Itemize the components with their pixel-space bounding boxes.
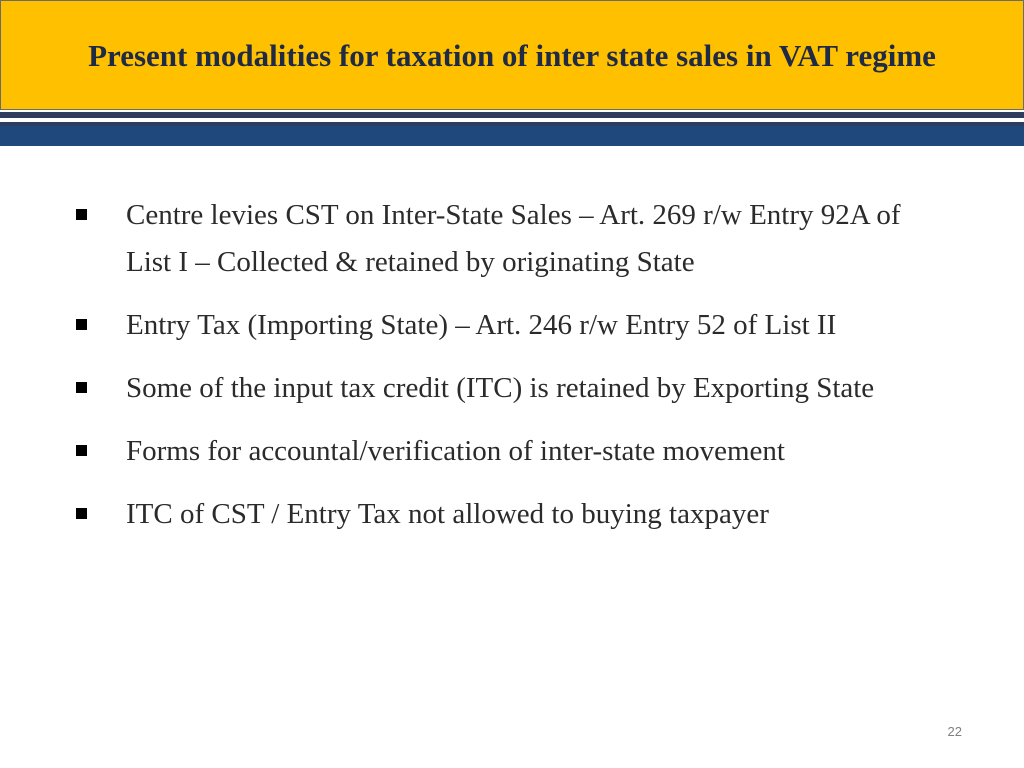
bullet-item bbox=[70, 491, 930, 538]
square-bullet-icon bbox=[76, 445, 87, 456]
bullet-text: Entry Tax (Importing State) – Art. 246 r/w Entry 52 of List II bbox=[126, 309, 837, 341]
square-bullet-icon bbox=[76, 382, 87, 393]
bullet-list bbox=[70, 192, 930, 554]
slide-title: Present modalities for taxation of inter state sales in VAT regime bbox=[88, 37, 936, 73]
bullet-item bbox=[70, 302, 930, 349]
bullet-item bbox=[70, 428, 930, 475]
bullet-text: Forms for accountal/verification of inter-state movement bbox=[126, 435, 785, 467]
title-banner bbox=[0, 0, 1024, 110]
page-number: 22 bbox=[947, 724, 962, 739]
bullet-text: ITC of CST / Entry Tax not allowed to buying taxpayer bbox=[126, 498, 769, 530]
bullet-text: Some of the input tax credit (ITC) is retained by Exporting State bbox=[126, 372, 875, 404]
square-bullet-icon bbox=[76, 508, 87, 519]
square-bullet-icon bbox=[76, 319, 87, 330]
square-bullet-icon bbox=[76, 209, 87, 220]
bullet-item bbox=[70, 365, 930, 412]
bullet-text: Centre levies CST on Inter-State Sales – Art. 269 r/w Entry 92A of List I – Collected & retained by originating State bbox=[126, 199, 901, 278]
header-stripe-thick bbox=[0, 126, 1024, 146]
bullet-item bbox=[70, 192, 930, 286]
